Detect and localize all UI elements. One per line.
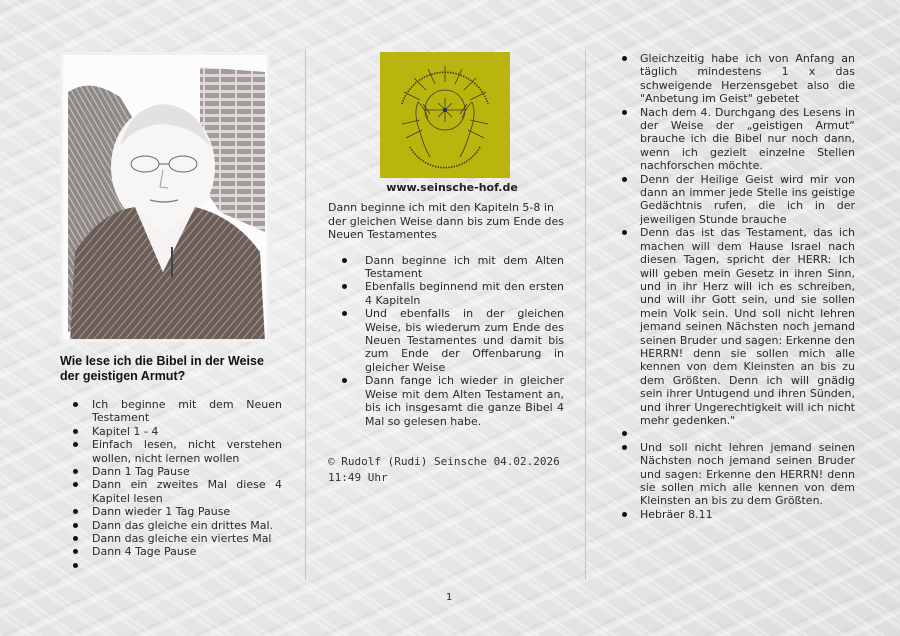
list-item: Dann wieder 1 Tag Pause	[60, 505, 282, 518]
right-column	[615, 52, 855, 521]
portrait-sketch-image	[60, 52, 270, 342]
list-item: Einfach lesen, nicht verstehen wollen, nicht lernen wollen	[60, 438, 282, 465]
list-item-empty	[60, 559, 282, 572]
list-item: Und ebenfalls in der gleichen Weise, bis wiederum zum Ende des Neuen Testamentes und damit bis zum Ende der Offenbarung in gleicher Weise	[328, 307, 564, 374]
logo-block	[380, 52, 518, 194]
list-item: Kapitel 1 - 4	[60, 425, 282, 438]
page-number: 1	[446, 592, 453, 603]
reading-steps-list	[60, 398, 282, 572]
copyright-block	[328, 454, 564, 486]
notes-list	[615, 52, 855, 521]
list-item: Dann fange ich wieder in gleicher Weise mit dem Alten Testament an, bis ich insgesamt die ganze Bibel 4 Mal so gelesen habe.	[328, 374, 564, 428]
list-item: Dann 1 Tag Pause	[60, 465, 282, 478]
seinsche-hof-logo	[380, 52, 510, 178]
list-item: Dann das gleiche ein drittes Mal.	[60, 519, 282, 532]
list-item: Ebenfalls beginnend mit den ersten 4 Kapiteln	[328, 280, 564, 307]
website-link[interactable]: www.seinsche-hof.de	[386, 181, 518, 194]
left-column	[60, 52, 282, 572]
list-item: Nach dem 4. Durchgang des Lesens in der Weise der „geistigen Armut“ brauche ich die Bibel nur noch dann, wenn ich gezielt einzelne Stellen nachforschen möchte.	[615, 106, 855, 173]
intro-paragraph: Dann beginne ich mit den Kapiteln 5-8 in der gleichen Weise dann bis zum Ende des Neuen Testamentes	[328, 201, 564, 242]
copyright-author-date: © Rudolf (Rudi) Seinsche 04.02.2026	[328, 454, 560, 468]
list-item: Und soll nicht lehren jemand seinen Nächsten noch jemand seinen Bruder und sagen: Erkenne den HERRN! denn sie sollen mich alle kennen von dem Kleinsten an bis zu dem Größten.	[615, 441, 855, 508]
author-portrait	[60, 52, 270, 342]
list-item: Dann 4 Tage Pause	[60, 545, 282, 558]
list-item: Dann das gleiche ein viertes Mal	[60, 532, 282, 545]
list-item: Dann beginne ich mit dem Alten Testament	[328, 254, 564, 281]
list-item: Denn der Heilige Geist wird mir von dann an immer jede Stelle ins geistige Gedächtnis rufen, die ich in der jeweiligen Stunde brauche	[615, 173, 855, 227]
list-item: Ich beginne mit dem Neuen Testament	[60, 398, 282, 425]
section-heading: Wie lese ich die Bibel in der Weise der geistigen Armut?	[60, 354, 264, 383]
reading-continuation-list	[328, 254, 564, 428]
column-divider-right	[585, 50, 586, 580]
bible-reference: Hebräer 8.11	[615, 508, 855, 521]
copyright-time: 11:49 Uhr	[328, 470, 388, 484]
column-divider-left	[305, 50, 306, 580]
hands-sun-emblem-icon	[380, 52, 510, 178]
list-item: Dann ein zweites Mal diese 4 Kapitel lesen	[60, 478, 282, 505]
list-item: Denn das ist das Testament, das ich machen will dem Hause Israel nach diesen Tagen, spricht der HERR: Ich will geben mein Gesetz in ihren Sinn, und in ihr Herz will ich es schreiben, und will ihr Gott sein, und sie sollen mein Volk sein. Und soll nicht lehren jemand seinen Nächsten noch jemand seinen Bruder und sagen: Erkenne den HERRN! denn sie sollen mich alle kennen von dem Kleinsten an bis zu dem Größten. Denn ich will gnädig sein ihrer Untugend und ihren Sünden, und ihrer Ungerechtigkeit will ich nicht mehr gedenken."	[615, 226, 855, 427]
middle-column	[328, 52, 564, 486]
list-item-empty	[615, 427, 855, 440]
list-item: Gleichzeitig habe ich von Anfang an täglich mindestens 1 x das schweigende Herzensgebet also die "Anbetung im Geist" gebetet	[615, 52, 855, 106]
